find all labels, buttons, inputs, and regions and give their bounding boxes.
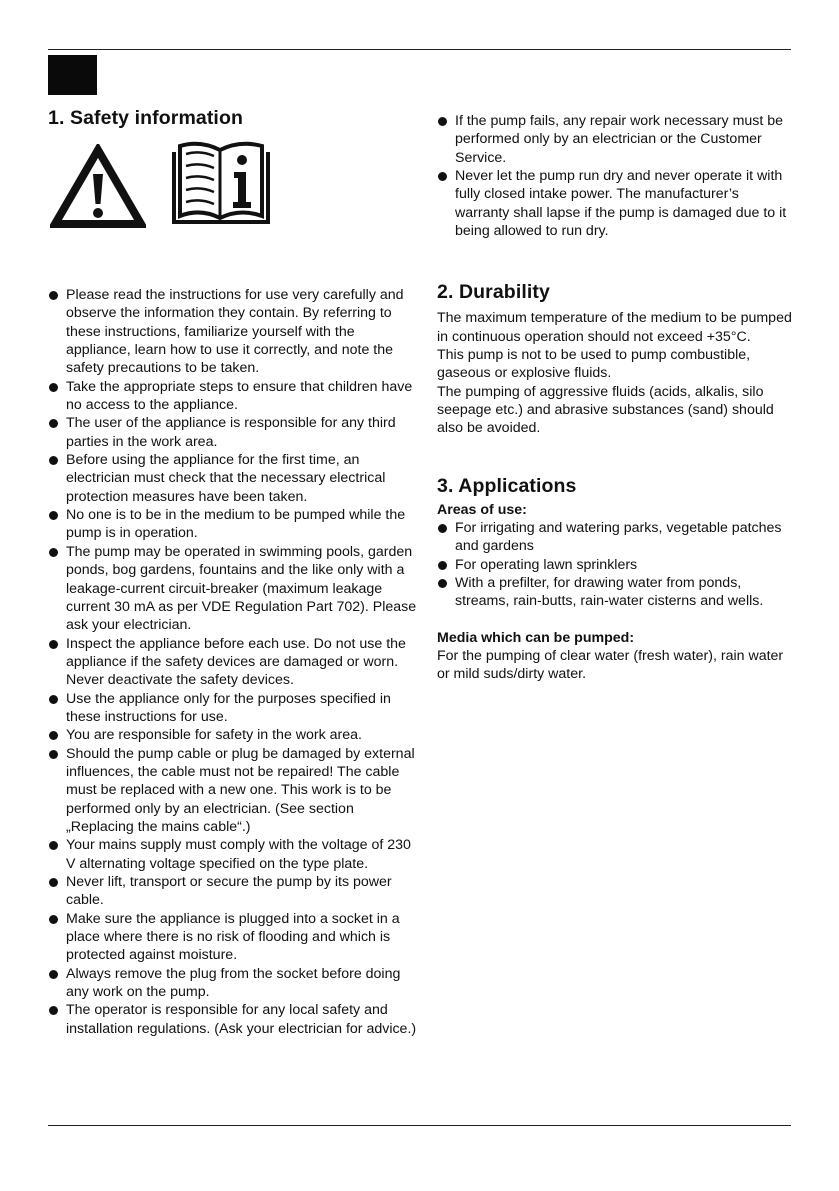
info-book-icon: [170, 138, 272, 226]
list-item: The operator is responsible for any local safety and installation regulations. (Ask your electrician for advice.): [48, 1001, 418, 1038]
durability-paragraph: This pump is not to be used to pump combustible, gaseous or explosive fluids.: [437, 347, 751, 382]
list-item: Use the appliance only for the purposes specified in these instructions for use.: [48, 690, 418, 727]
safety-heading: 1. Safety information: [48, 107, 243, 129]
list-item: Before using the appliance for the first time, an electrician must check that the necessary electrical protection measures have been taken.: [48, 451, 418, 506]
list-item: For irrigating and watering parks, vegetable patches and gardens: [437, 519, 795, 556]
safety-bullet-list: [48, 286, 418, 1038]
media-heading: Media which can be pumped:: [437, 629, 635, 646]
language-block-marker: [48, 55, 97, 95]
right-column: [437, 112, 795, 683]
list-item: Take the appropriate steps to ensure that children have no access to the appliance.: [48, 378, 418, 415]
list-item: The pump may be operated in swimming pools, garden ponds, bog gardens, fountains and the like only with a leakage-current circuit-breaker (maximum leakage current 30 mA as per VDE Regulation Part 702). Please ask your electrician.: [48, 543, 418, 635]
list-item: No one is to be in the medium to be pumped while the pump is in operation.: [48, 506, 418, 543]
durability-text: [437, 309, 795, 437]
list-item: Should the pump cable or plug be damaged by external influences, the cable must not be repaired! The cable must be replaced with a new one. This work is to be performed only by an electrician. (See section „Replacing the mains cable“.): [48, 745, 418, 837]
list-item: Never lift, transport or secure the pump by its power cable.: [48, 873, 418, 910]
applications-heading: 3. Applications: [437, 474, 577, 497]
safety-bullet-list-continued: [437, 112, 795, 240]
areas-of-use-list: [437, 519, 795, 611]
warning-triangle-icon: [50, 144, 146, 230]
list-item: Never let the pump run dry and never operate it with fully closed intake power. The manufacturer’s warranty shall lapse if the pump is damaged due to it being allowed to run dry.: [437, 167, 795, 240]
list-item: Inspect the appliance before each use. Do not use the appliance if the safety devices are damaged or worn. Never deactivate the safety devices.: [48, 635, 418, 690]
safety-icons: [48, 144, 418, 234]
list-item: Your mains supply must comply with the voltage of 230 V alternating voltage specified on the type plate.: [48, 836, 418, 873]
list-item: With a prefilter, for drawing water from ponds, streams, rain-butts, rain-water cisterns and wells.: [437, 574, 795, 611]
list-item: The user of the appliance is responsible for any third parties in the work area.: [48, 414, 418, 451]
list-item: For operating lawn sprinklers: [437, 556, 795, 574]
list-item: Always remove the plug from the socket before doing any work on the pump.: [48, 965, 418, 1002]
left-column: [48, 106, 418, 1038]
list-item: Please read the instructions for use very carefully and observe the information they contain. By referring to these instructions, familiarize yourself with the appliance, learn how to use it correctly, and note the safety precautions to be taken.: [48, 286, 418, 378]
areas-of-use-heading: Areas of use:: [437, 501, 527, 518]
durability-paragraph: The pumping of aggressive fluids (acids, alkalis, silo seepage etc.) and abrasive substances (sand) should also be avoided.: [437, 383, 774, 437]
list-item: You are responsible for safety in the work area.: [48, 726, 418, 744]
list-item: If the pump fails, any repair work necessary must be performed only by an electrician or the Customer Service.: [437, 112, 795, 167]
durability-heading: 2. Durability: [437, 281, 550, 304]
top-rule: [48, 49, 791, 50]
media-text: For the pumping of clear water (fresh water), rain water or mild suds/dirty water.: [437, 647, 784, 682]
durability-paragraph: The maximum temperature of the medium to be pumped in continuous operation should not exceed +35°C.: [437, 310, 792, 345]
bottom-rule: [48, 1125, 791, 1126]
list-item: Make sure the appliance is plugged into a socket in a place where there is no risk of flooding and which is protected against moisture.: [48, 910, 418, 965]
